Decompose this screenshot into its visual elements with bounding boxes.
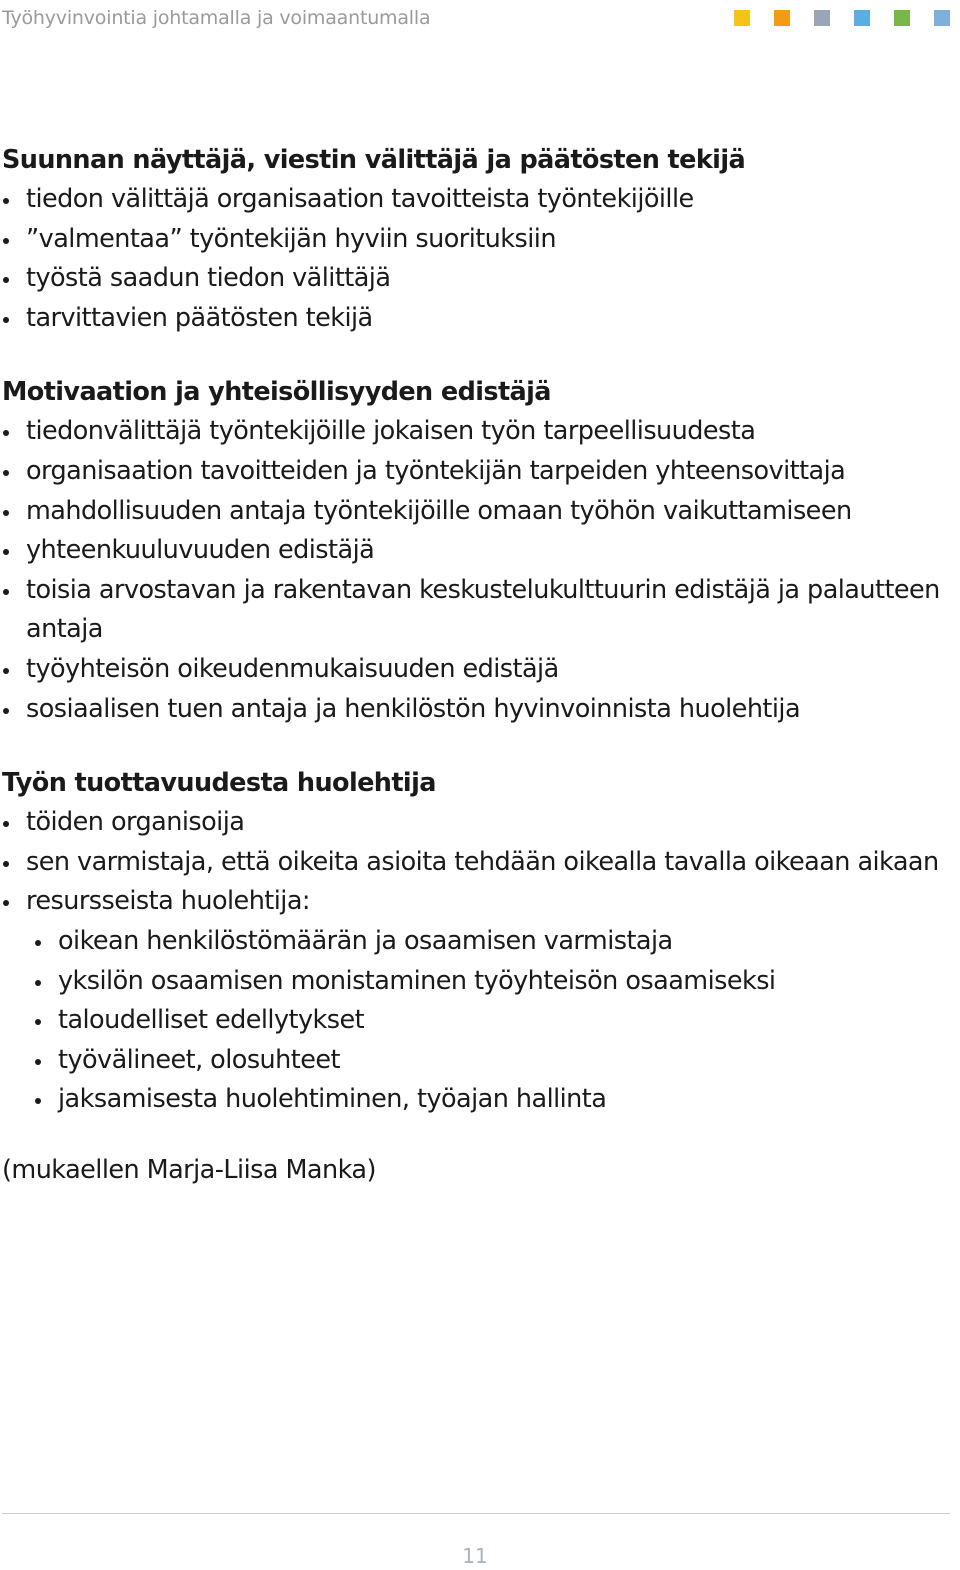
list-item: resursseista huolehtija: bbox=[2, 882, 952, 922]
color-square-grey bbox=[814, 10, 830, 26]
sub-list-item: oikean henkilöstömäärän ja osaamisen varmistaja bbox=[2, 922, 952, 962]
list-item: ”valmentaa” työntekijän hyviin suorituksiin bbox=[2, 220, 952, 260]
list-item: yhteenkuuluvuuden edistäjä bbox=[2, 531, 952, 571]
list-item: organisaation tavoitteiden ja työntekijän tarpeiden yhteensovittaja bbox=[2, 452, 952, 492]
list-item: työstä saadun tiedon välittäjä bbox=[2, 259, 952, 299]
list-item: mahdollisuuden antaja työntekijöille omaan työhön vaikuttamiseen bbox=[2, 492, 952, 532]
section-heading: Työn tuottavuudesta huolehtija bbox=[2, 768, 436, 799]
footer-divider bbox=[2, 1513, 950, 1514]
color-square-blue bbox=[854, 10, 870, 26]
page-content bbox=[2, 140, 952, 1190]
color-square-green bbox=[894, 10, 910, 26]
list-item: sosiaalisen tuen antaja ja henkilöstön hyvinvoinnista huolehtija bbox=[2, 690, 952, 730]
list-item: toisia arvostavan ja rakentavan keskustelukulttuurin edistäjä ja palautteen antaja bbox=[2, 571, 952, 650]
sub-list-item: työvälineet, olosuhteet bbox=[2, 1041, 952, 1081]
sub-list-item: yksilön osaamisen monistaminen työyhteisön osaamiseksi bbox=[2, 962, 952, 1002]
source-note: (mukaellen Marja-Liisa Manka) bbox=[2, 1154, 376, 1185]
bullet-list bbox=[2, 180, 952, 338]
sub-bullet-list bbox=[2, 922, 952, 1120]
section-heading: Suunnan näyttäjä, viestin välittäjä ja päätösten tekijä bbox=[2, 145, 746, 175]
color-squares bbox=[734, 10, 950, 26]
list-item: töiden organisoija bbox=[2, 803, 952, 843]
sub-list-item: jaksamisesta huolehtiminen, työajan hallinta bbox=[2, 1080, 952, 1120]
color-square-lightblue bbox=[934, 10, 950, 26]
section-productivity bbox=[2, 763, 952, 1120]
section-heading: Motivaation ja yhteisöllisyyden edistäjä bbox=[2, 377, 551, 408]
list-item: työyhteisön oikeudenmukaisuuden edistäjä bbox=[2, 650, 952, 690]
list-item: tiedonvälittäjä työntekijöille jokaisen työn tarpeellisuudesta bbox=[2, 412, 952, 452]
page-number: 11 bbox=[462, 1544, 488, 1568]
list-item: sen varmistaja, että oikeita asioita tehdään oikealla tavalla oikeaan aikaan bbox=[2, 843, 952, 883]
list-item: tarvittavien päätösten tekijä bbox=[2, 299, 952, 339]
sub-list-item: taloudelliset edellytykset bbox=[2, 1001, 952, 1041]
bullet-list bbox=[2, 412, 952, 729]
running-header-title: Työhyvinvointia johtamalla ja voimaantumalla bbox=[2, 7, 431, 29]
list-item: tiedon välittäjä organisaation tavoitteista työntekijöille bbox=[2, 180, 952, 220]
section-direction bbox=[2, 140, 952, 338]
color-square-orange bbox=[774, 10, 790, 26]
section-motivation bbox=[2, 372, 952, 729]
color-square-yellow bbox=[734, 10, 750, 26]
bullet-list bbox=[2, 803, 952, 922]
